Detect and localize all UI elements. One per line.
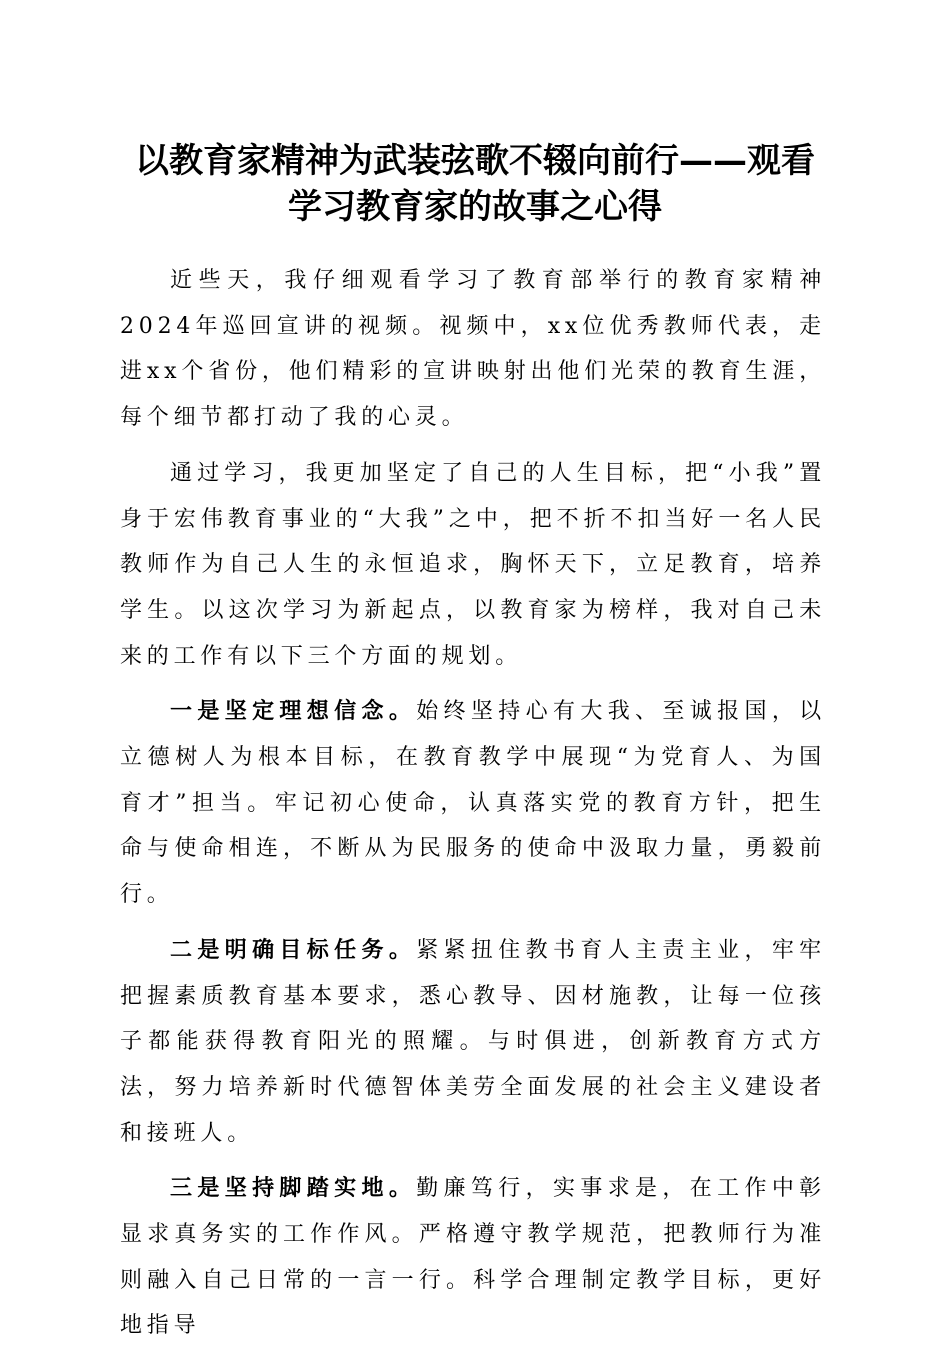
paragraph-4 <box>120 928 826 1157</box>
paragraph-5 <box>120 1166 826 1349</box>
paragraph-2 <box>120 451 826 680</box>
paragraph-lead: 二是明确目标任务。 <box>170 936 417 963</box>
document-title <box>100 138 850 230</box>
paragraph-text: 始终坚持心有大我、至诚报国，以立德树人为根本目标，在教育教学中展现“为党育人、为国育才”担当。牢记初心使命，认真落实党的教育方针，把生命与使命相连，不断从为民服务的使命中汲取力量，勇毅前行。 <box>120 699 826 908</box>
paragraph-text: 通过学习，我更加坚定了自己的人生目标，把“小我”置身于宏伟教育事业的“大我”之中，把不折不扣当好一名人民教师作为自己人生的永恒追求，胸怀天下，立足教育，培养学生。以这次学习为新起点，以教育家为榜样，我对自己未来的工作有以下三个方面的规划。 <box>120 460 826 669</box>
title-line-1: 以教育家精神为武装弦歌不辍向前行——观看 <box>135 141 815 181</box>
paragraph-1 <box>120 258 826 441</box>
paragraph-text: 近些天，我仔细观看学习了教育部举行的教育家精神2024年巡回宣讲的视频。视频中，xx位优秀教师代表，走进xx个省份，他们精彩的宣讲映射出他们光荣的教育生涯，每个细节都打动了我的心灵。 <box>120 268 826 431</box>
document-body <box>120 258 826 1359</box>
paragraph-lead: 三是坚持脚踏实地。 <box>170 1175 417 1202</box>
paragraph-text: 勤廉笃行，实事求是，在工作中彰显求真务实的工作作风。严格遵守教学规范，把教师行为准则融入自己日常的一言一行。科学合理制定教学目标，更好地指导 <box>120 1176 826 1339</box>
paragraph-text: 紧紧扭住教书育人主责主业，牢牢把握素质教育基本要求，悉心教导、因材施教，让每一位孩子都能获得教育阳光的照耀。与时俱进，创新教育方式方法，努力培养新时代德智体美劳全面发展的社会主义建设者和接班人。 <box>120 937 826 1146</box>
paragraph-lead: 一是坚定理想信念。 <box>170 698 417 725</box>
paragraph-3 <box>120 689 826 918</box>
title-line-2: 学习教育家的故事之心得 <box>288 187 662 227</box>
